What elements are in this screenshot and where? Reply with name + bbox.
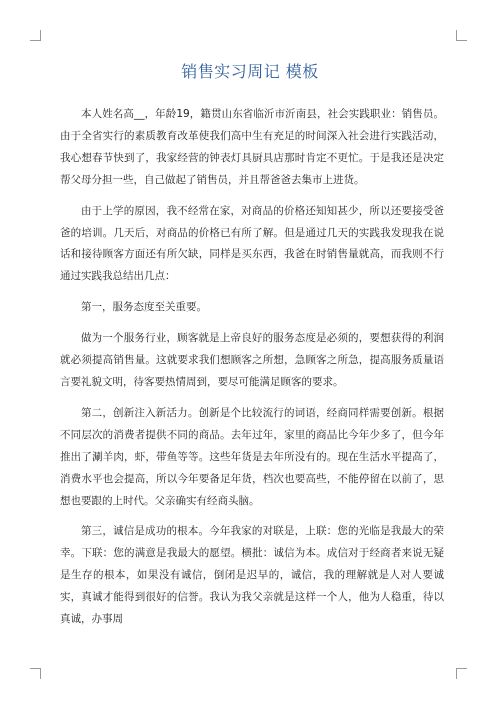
crop-mark-bottom-left	[30, 668, 41, 679]
crop-mark-top-right	[456, 30, 467, 41]
paragraph-training: 由于上学的原因，我不经常在家，对商品的价格还知知甚少，所以还要接受爸爸的培训。几天后，对商品的价格已有所了解。但是通过几天的实践我发现我在说话和接待顾客方面还有所欠缺，同样是买东西，我爸在时销售量就高，而我则不行通过实践我总结出几点：	[60, 204, 444, 283]
crop-mark-top-left	[30, 30, 41, 41]
document-title: 销售实习周记 模板	[181, 62, 319, 81]
paragraph-intro: 本人姓名高__，年龄19，籍贯山东省临沂市沂南县，社会实践职业：销售员。由于全省实行的素质教育改革使我们高中生有充足的时间深入社会进行实践活动，我心想春节快到了，我家经营的钟表灯具厨具店那时肯定不更忙。于是我还是决定帮父母分担一些，自己做起了销售员，并且帮爸爸去集市上进货。	[60, 108, 444, 186]
paragraph-point-three: 第三，诚信是成功的根本。今年我家的对联是，上联：您的光临是我最大的荣幸。下联：您的满意是我最大的愿望。横批：诚信为本。成信对于经商者来说无疑是生存的根本，如果没有诚信，倒闭是迟早的，诚信，我的理解就是人对人要诚实，真诚才能得到很好的信誉。我认为我父亲就是这样一个人，他为人稳重，待以真诚，办事周	[60, 525, 444, 626]
paragraph-point-one-heading: 第一，服务态度至关重要。	[81, 301, 207, 314]
paragraph-point-two: 第二，创新注入新活力。创新是个比较流行的词语，经商同样需要创新。根据不同层次的消费者提供不同的商品。去年过年，家里的商品比今年少多了，但今年推出了涮羊肉，虾，带鱼等等。这些年货是去年所没有的。现在生活水平提高了，消费水平也会提高，所以今年要备足年货，档次也要高些，不能停留在以前了，思想也要跟的上时代。父亲确实有经商头脑。	[60, 406, 444, 507]
crop-mark-bottom-right	[456, 668, 467, 679]
paragraph-point-one-body: 做为一个服务行业，顾客就是上帝良好的服务态度是必须的，要想获得的利润就必须提高销售量。这就要求我们想顾客之所想，急顾客之所急，提高服务质量语言要礼貌文明，待客要热情周到，要尽可能满足顾客的要求。	[60, 332, 444, 388]
document-body	[60, 104, 444, 631]
